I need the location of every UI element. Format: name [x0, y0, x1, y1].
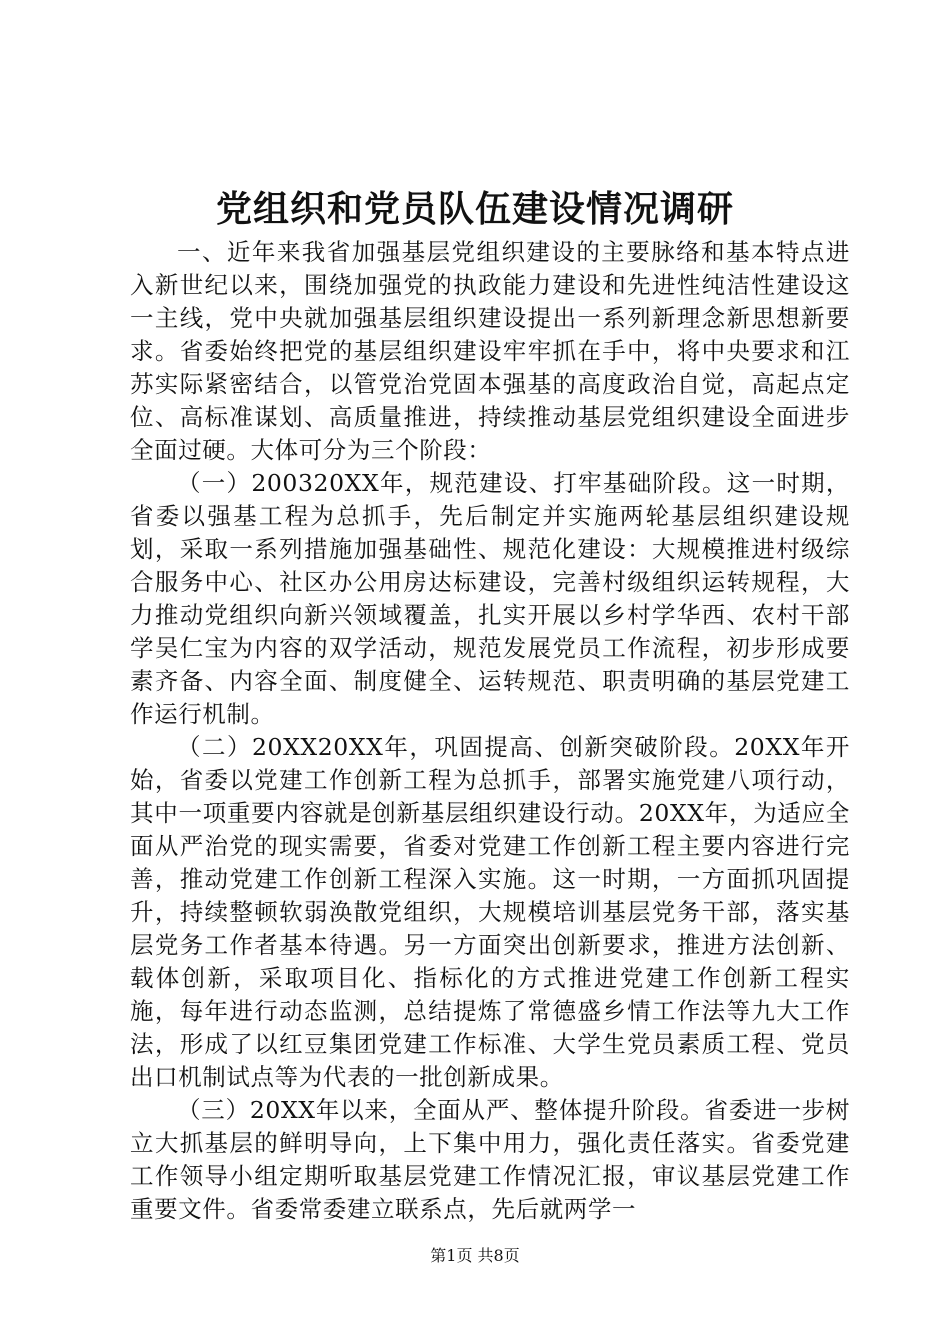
paragraph-stage-three: （三）20XX年以来，全面从严、整体提升阶段。省委进一步树立大抓基层的鲜明导向，上下集中用力，强化责任落实。省委党建工作领导小组定期听取基层党建工作情况汇报，审议基层党建工作重要文件。省委常委建立联系点，先后就两学一 — [130, 1096, 850, 1223]
paragraph-stage-two: （二）20XX20XX年，巩固提高、创新突破阶段。20XX年开始，省委以党建工作创新工程为总抓手，部署实施党建八项行动，其中一项重要内容就是创新基层组织建设行动。20XX年，为适应全面从严治党的现实需要，省委对党建工作创新工程主要内容进行完善，推动党建工作创新工程深入实施。这一时期，一方面抓巩固提升，持续整顿软弱涣散党组织，大规模培训基层党务干部，落实基层党务工作者基本待遇。另一方面突出创新要求，推进方法创新、载体创新，采取项目化、指标化的方式推进党建工作创新工程实施，每年进行动态监测，总结提炼了常德盛乡情工作法等九大工作法，形成了以红豆集团党建工作标准、大学生党员素质工程、党员出口机制试点等为代表的一批创新成果。 — [130, 733, 850, 1091]
paragraph-stage-one: （一）200320XX年，规范建设、打牢基础阶段。这一时期，省委以强基工程为总抓手，先后制定并实施两轮基层组织建设规划，采取一系列措施加强基础性、规范化建设：大规模推进村级综合服务中心、社区办公用房达标建设，完善村级组织运转规程，大力推动党组织向新兴领域覆盖，扎实开展以乡村学华西、农村干部学吴仁宝为内容的双学活动，规范发展党员工作流程，初步形成要素齐备、内容全面、制度健全、运转规范、职责明确的基层党建工作运行机制。 — [130, 469, 850, 728]
document-title: 党组织和党员队伍建设情况调研 — [215, 188, 734, 230]
paragraph-intro: 一、近年来我省加强基层党组织建设的主要脉络和基本特点进入新世纪以来，围绕加强党的执政能力建设和先进性纯洁性建设这一主线，党中央就加强基层组织建设提出一系列新理念新思想新要求。省委始终把党的基层组织建设牢牢抓在手中，将中央要求和江苏实际紧密结合，以管党治党固本强基的高度政治自觉，高起点定位、高标准谋划、高质量推进，持续推动基层党组织建设全面进步全面过硬。大体可分为三个阶段： — [130, 238, 850, 464]
page-number-footer: 第1页 共8页 — [430, 1246, 520, 1265]
document-body — [130, 236, 850, 1226]
